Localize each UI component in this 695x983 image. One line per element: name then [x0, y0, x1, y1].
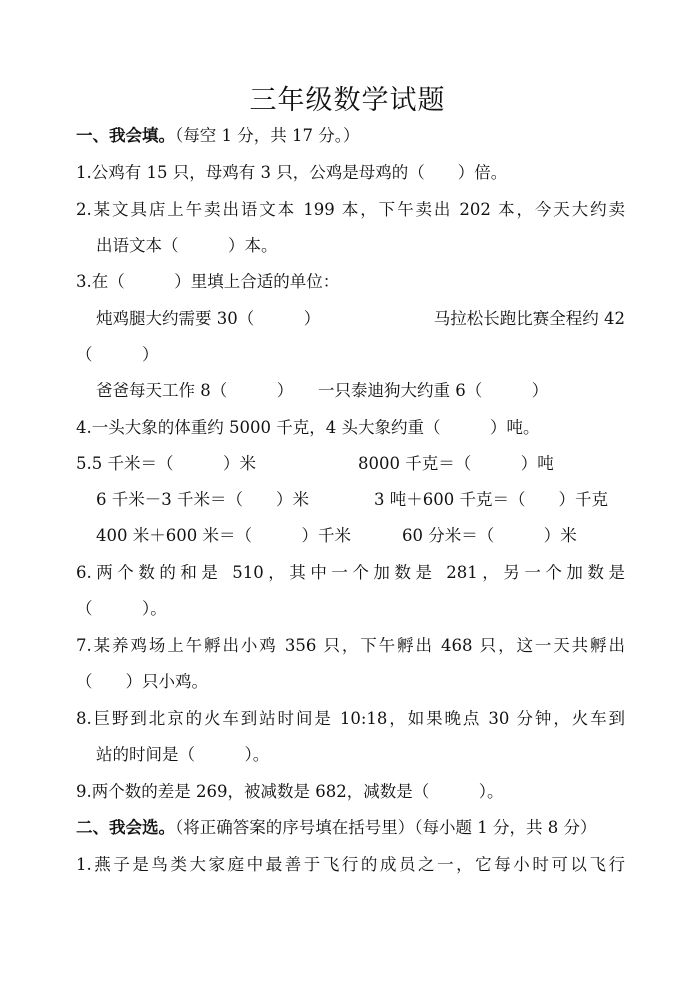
question-5-item-f: 60 分米＝（ ）米	[402, 526, 577, 545]
question-5-item-d: 3 吨＋600 千克＝（ ）千克	[374, 490, 608, 509]
question-3-item-c: 爸爸每天工作 8（ ）	[96, 381, 294, 400]
question-2-line-2: 出语文本（ ）本。	[96, 236, 278, 255]
question-5-item-e: 400 米＋600 米＝（ ）千米	[96, 526, 351, 545]
question-3-row-2	[96, 381, 625, 401]
section-1-heading: 一、我会填。	[76, 126, 175, 145]
question-7-line-2: （ ）只小鸡。	[76, 672, 208, 691]
question-3-row-1	[96, 309, 625, 329]
question-6-line-1: 6.两个数的和是 510，其中一个加数是 281，另一个加数是	[76, 563, 625, 582]
question-2-line-1: 2.某文具店上午卖出语文本 199 本，下午卖出 202 本，今天大约卖	[76, 200, 625, 219]
question-4: 4.一头大象的体重约 5000 千克，4 头大象约重（ ）吨。	[76, 418, 540, 437]
question-3-item-a: 炖鸡腿大约需要 30（ ）	[96, 309, 321, 328]
question-3-item-b: 马拉松长跑比赛全程约 42	[433, 309, 625, 328]
question-5-row-1	[76, 454, 625, 474]
section-2-header	[76, 818, 625, 838]
section-2-note: （将正确答案的序号填在括号里）（每小题 1 分，共 8 分）	[175, 818, 597, 837]
question-3-item-d: 一只泰迪狗大约重 6（ ）	[318, 381, 549, 400]
question-5-item-a: 5.5 千米＝（ ）米	[76, 454, 256, 473]
section-2-heading: 二、我会选。	[76, 818, 175, 837]
question-9: 9.两个数的差是 269，被减数是 682，减数是（ ）。	[76, 782, 504, 801]
question-6-line-2: （ ）。	[76, 599, 167, 618]
question-1: 1.公鸡有 15 只，母鸡有 3 只，公鸡是母鸡的（ ）倍。	[76, 163, 508, 182]
question-8-line-1: 8.巨野到北京的火车到站时间是 10:18，如果晚点 30 分钟，火车到	[76, 709, 625, 728]
question-5-item-b: 8000 千克＝（ ）吨	[358, 454, 554, 473]
section-2-question-1: 1.燕子是鸟类大家庭中最善于飞行的成员之一，它每小时可以飞行	[76, 855, 625, 874]
question-5-item-c: 6 千米－3 千米＝（ ）米	[96, 490, 309, 509]
question-5-row-3	[96, 526, 625, 546]
question-5-row-2	[96, 490, 625, 510]
section-1-note: （每空 1 分，共 17 分。）	[175, 126, 360, 145]
section-1-header	[76, 126, 625, 146]
page-title: 三年级数学试题	[249, 85, 446, 116]
question-7-line-1: 7.某养鸡场上午孵出小鸡 356 只，下午孵出 468 只，这一天共孵出	[76, 636, 625, 655]
question-3-line-1: 3.在（ ）里填上合适的单位：	[76, 272, 340, 291]
question-8-line-2: 站的时间是（ ）。	[96, 745, 270, 764]
question-3-item-b-continued: （ ）	[76, 345, 159, 364]
